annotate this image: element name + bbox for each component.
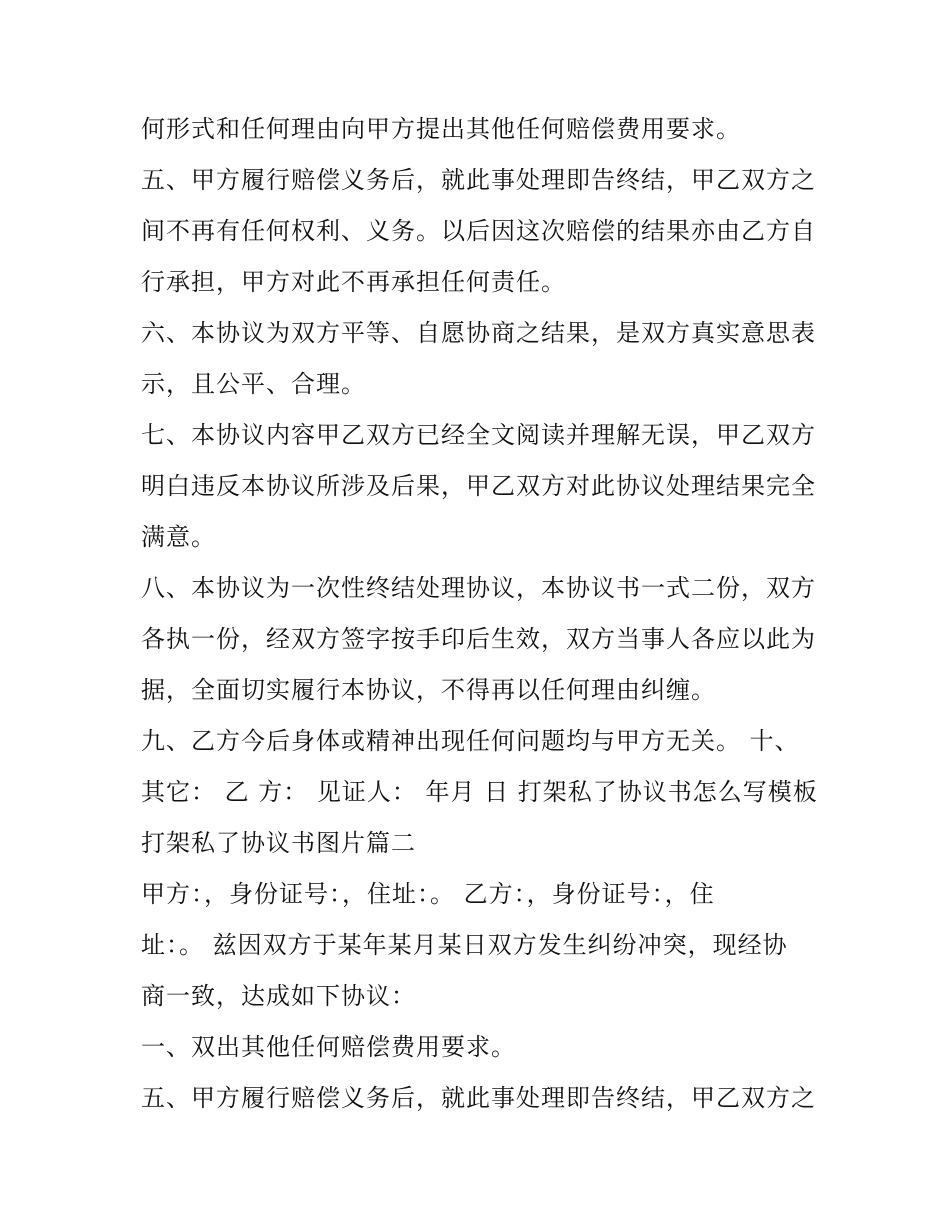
text-line: 满意。: [141, 523, 216, 551]
text-line: 址：。 兹因双方于某年某月某日双方发生纠纷冲突，现经协: [141, 931, 788, 959]
text-line: 打架私了协议书图片篇二: [141, 829, 416, 857]
text-line: 八、本协议为一次性终结处理协议，本协议书一式二份，双方: [141, 574, 816, 602]
text-line: 其它： 乙 方： 见证人： 年月 日 打架私了协议书怎么写模板: [141, 778, 818, 806]
text-line: 各执一份，经双方签字按手印后生效，双方当事人各应以此为: [141, 625, 816, 653]
text-line: 七、本协议内容甲乙双方已经全文阅读并理解无误，甲乙双方: [141, 421, 816, 449]
text-line: 甲方：，身份证号：，住址：。 乙方：，身份证号：，住: [141, 880, 715, 908]
text-line: 五、甲方履行赔偿义务后，就此事处理即告终结，甲乙双方之: [141, 166, 816, 194]
text-line: 据，全面切实履行本协议，不得再以任何理由纠缠。: [141, 676, 716, 704]
text-line: 何形式和任何理由向甲方提出其他任何赔偿费用要求。: [141, 115, 741, 143]
text-line: 间不再有任何权利、义务。以后因这次赔偿的结果亦由乙方自: [141, 217, 816, 245]
text-line: 商一致，达成如下协议：: [141, 982, 416, 1010]
text-line: 明白违反本协议所涉及后果，甲乙双方对此协议处理结果完全: [141, 472, 816, 500]
text-line: 示，且公平、合理。: [141, 370, 366, 398]
text-line: 行承担，甲方对此不再承担任何责任。: [141, 268, 566, 296]
text-line: 六、本协议为双方平等、自愿协商之结果，是双方真实意思表: [141, 319, 816, 347]
text-line: 五、甲方履行赔偿义务后，就此事处理即告终结，甲乙双方之: [141, 1084, 816, 1112]
text-line: 一、双出其他任何赔偿费用要求。: [141, 1033, 516, 1061]
text-line: 九、乙方今后身体或精神出现任何问题均与甲方无关。 十、: [141, 727, 800, 755]
